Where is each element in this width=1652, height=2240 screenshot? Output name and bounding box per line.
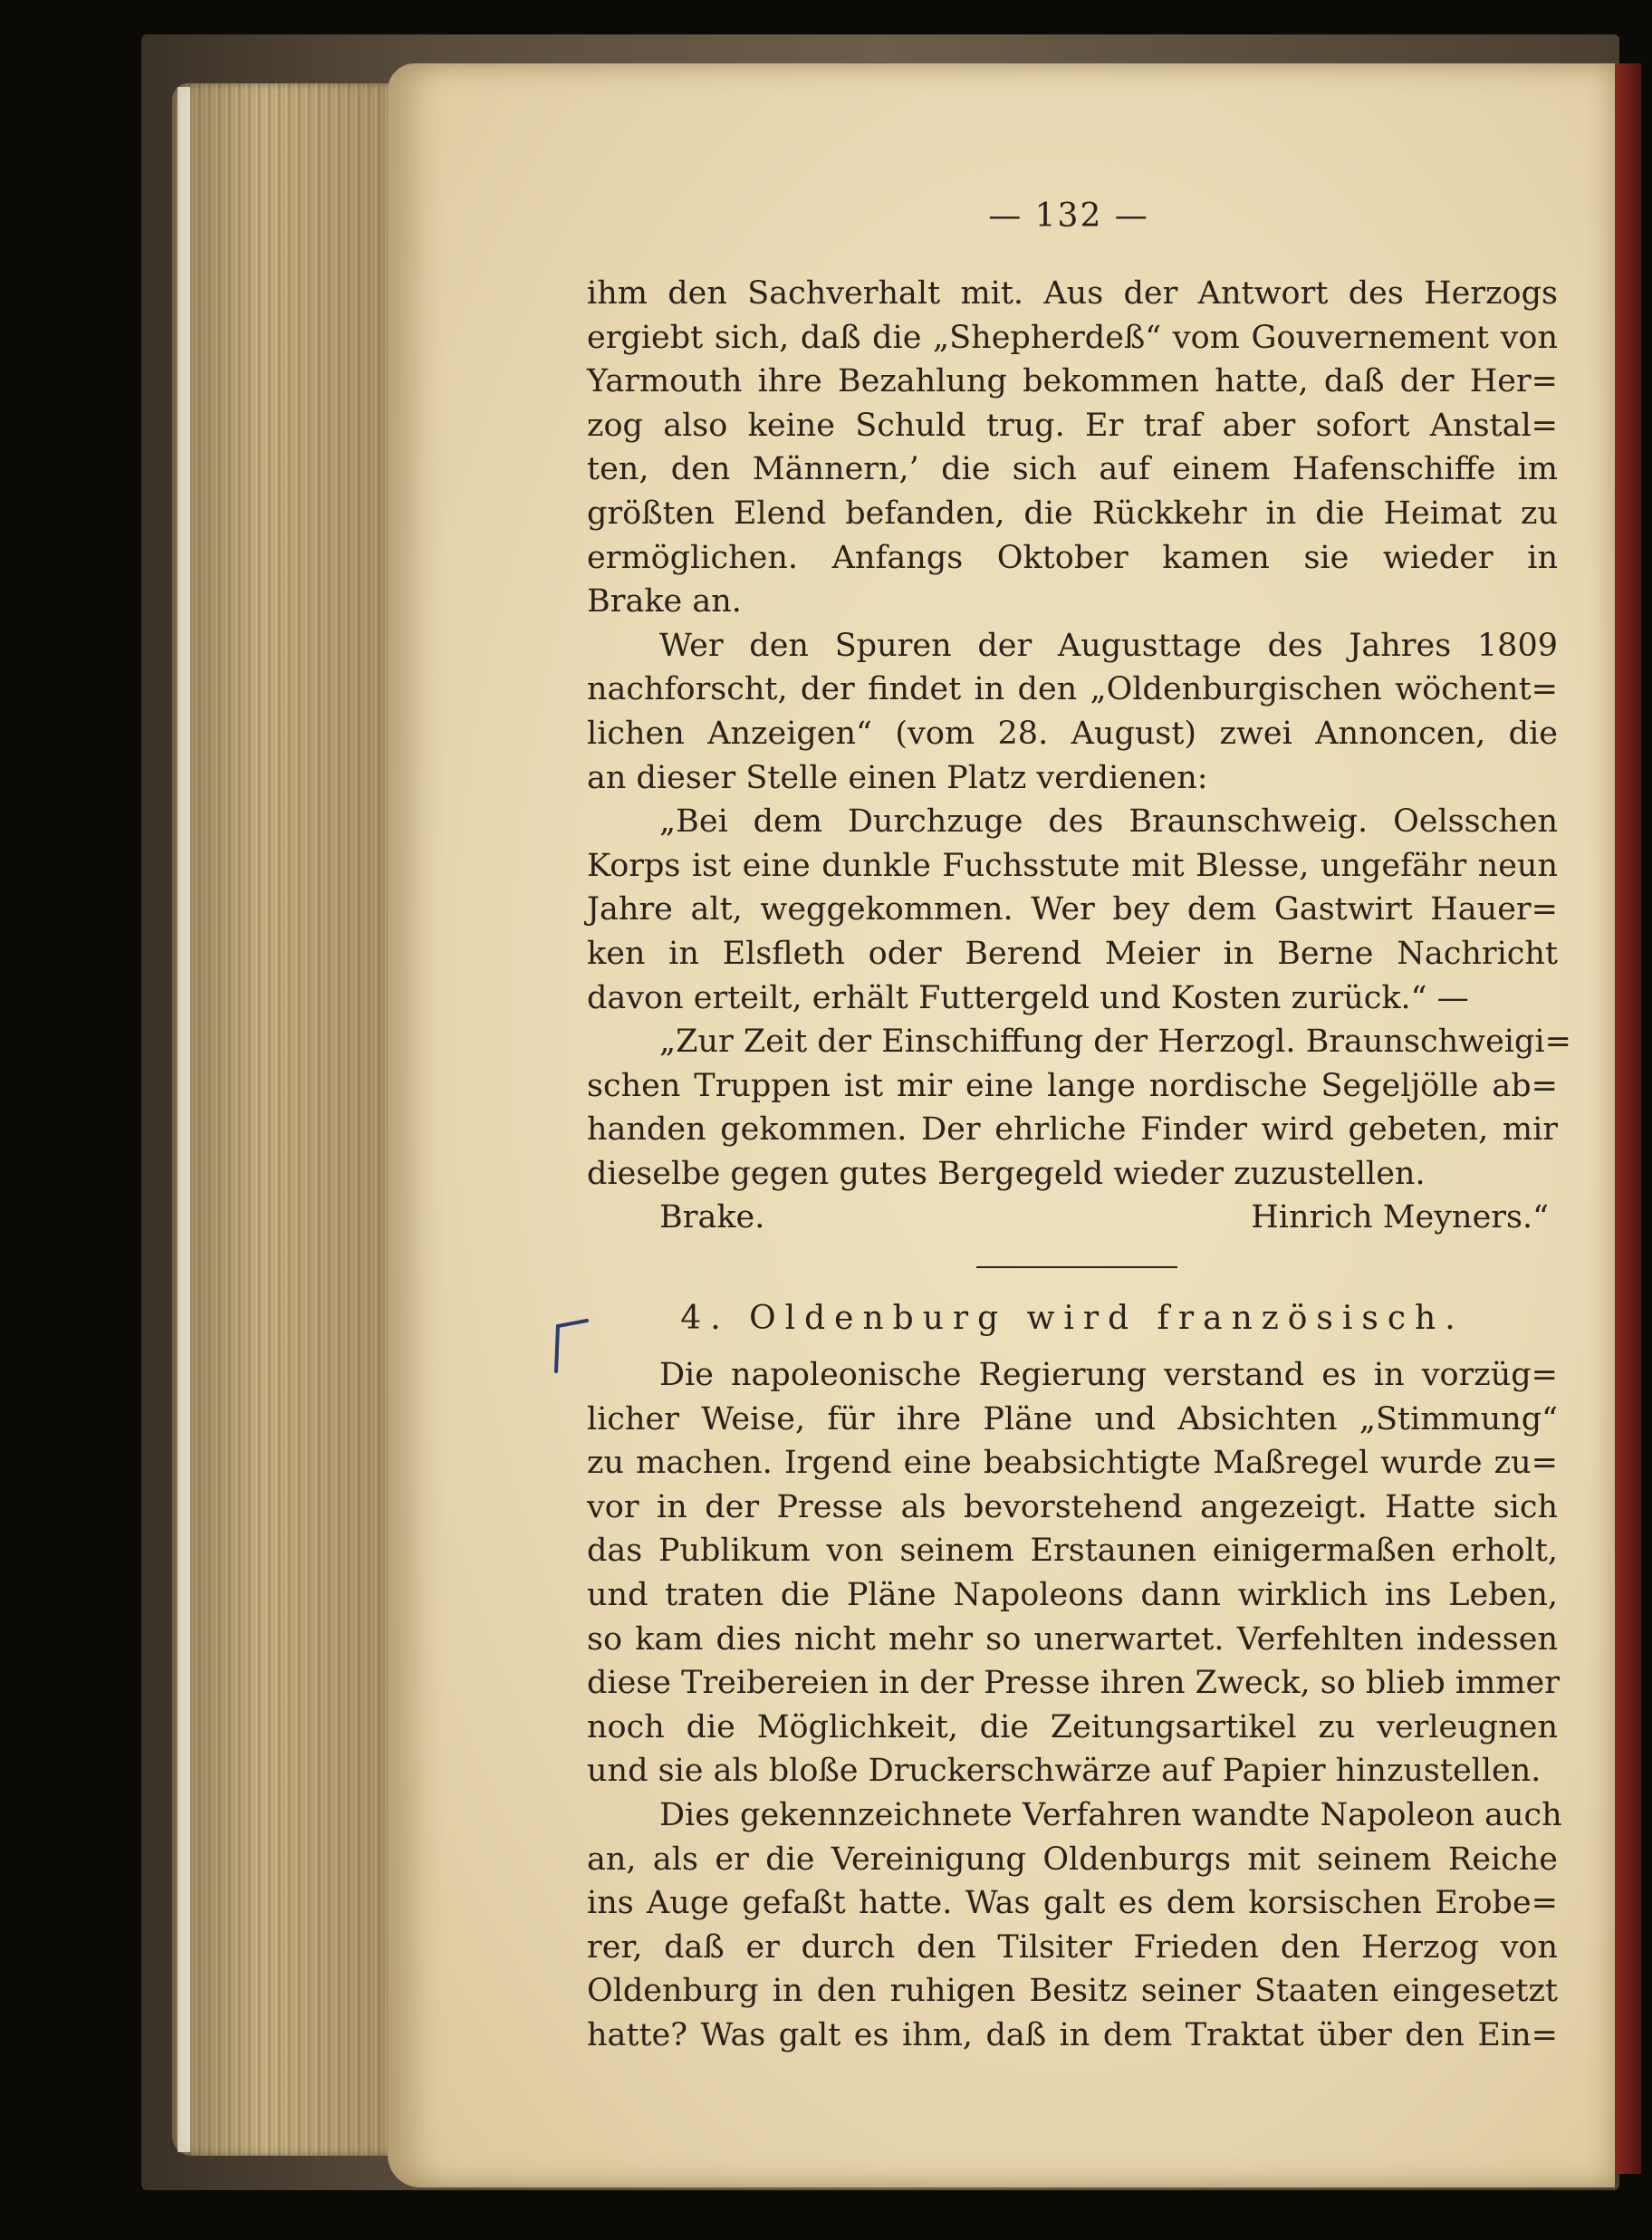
upper-text-block <box>587 272 1571 1240</box>
section-divider <box>976 1266 1177 1268</box>
page-number: — 132 — <box>988 197 1149 235</box>
pencil-margin-mark <box>547 1319 592 1373</box>
text-line: Jahre alt, weggekommen. Wer bey dem Gastwirt Hauer= <box>587 891 1558 928</box>
text-line: diese Treibereien in der Presse ihren Zweck, so blieb immer <box>587 1665 1560 1702</box>
text-line: ihm den Sachverhalt mit. Aus der Antwort des Herzogs <box>587 275 1558 312</box>
text-line: „Bei dem Durchzuge des Braunschweig. Oelsschen <box>659 803 1558 841</box>
text-line: rer, daß er durch den Tilsiter Frieden den Herzog von <box>587 1928 1558 1966</box>
text-line: vor in der Presse als bevorstehend angezeigt. Hatte sich <box>587 1488 1558 1525</box>
endpaper-strip <box>178 87 190 2152</box>
text-line: größten Elend befanden, die Rückkehr in die Heimat zu <box>587 495 1558 532</box>
text-line: das Publikum von seinem Erstaunen einigermaßen erholt, <box>587 1533 1558 1570</box>
text-line: licher Weise, für ihre Pläne und Absichten „Stimmung“ <box>587 1400 1558 1437</box>
signature-name: Hinrich Meyners.“ <box>1251 1199 1549 1236</box>
text-line: lichen Anzeigen“ (vom 28. August) zwei Annoncen, die <box>587 715 1558 752</box>
text-line: hatte? Was galt es ihm, daß in dem Traktat über den Ein= <box>587 2016 1558 2053</box>
text-line: noch die Möglichkeit, die Zeitungsartikel zu verleugnen <box>587 1708 1558 1745</box>
text-line: an, als er die Vereinigung Oldenburgs mit seinem Reiche <box>587 1841 1558 1878</box>
signature-line <box>587 1196 1558 1240</box>
text-line: schen Truppen ist mir eine lange nordische Segeljölle ab= <box>587 1067 1558 1104</box>
text-line: ermöglichen. Anfangs Oktober kamen sie wieder in <box>587 539 1558 576</box>
section-heading: 4. Oldenburg wird französisch. <box>680 1300 1465 1337</box>
text-line: Yarmouth ihre Bezahlung bekommen hatte, daß der Her= <box>587 363 1558 400</box>
text-line: davon erteilt, erhält Futtergeld und Kosten zurück.“ — <box>587 979 1469 1016</box>
text-line: Dies gekennzeichnete Verfahren wandte Napoleon auch <box>659 1796 1562 1833</box>
text-line: ins Auge gefaßt hatte. Was galt es dem korsischen Erobe= <box>587 1885 1558 1922</box>
text-line: handen gekommen. Der ehrliche Finder wird gebeten, mir <box>587 1111 1558 1149</box>
signature-place: Brake. <box>659 1199 765 1236</box>
text-line: „Zur Zeit der Einschiffung der Herzogl. Braunschweigi= <box>659 1024 1571 1061</box>
text-line: zog also keine Schuld trug. Er traf aber sofort Anstal= <box>587 407 1558 444</box>
text-line: ken in Elsfleth oder Berend Meier in Berne Nachricht <box>587 935 1558 972</box>
text-line: ergiebt sich, daß die „Shepherdeß“ vom Gouvernement von <box>587 319 1558 356</box>
text-line: so kam dies nicht mehr so unerwartet. Verfehlten indessen <box>587 1620 1558 1658</box>
lower-text-block <box>587 1353 1562 2058</box>
text-line: Oldenburg in den ruhigen Besitz seiner Staaten eingesetzt <box>587 1973 1558 2010</box>
text-line: an dieser Stelle einen Platz verdienen: <box>587 759 1208 796</box>
text-line: nachforscht, der findet in den „Oldenburgischen wöchent= <box>587 671 1558 708</box>
text-line: Die napoleonische Regierung verstand es in vorzüg= <box>659 1357 1558 1393</box>
text-line: zu machen. Irgend eine beabsichtigte Maßregel wurde zu= <box>587 1445 1558 1482</box>
text-line: Brake an. <box>587 583 742 620</box>
text-line: Korps ist eine dunkle Fuchsstute mit Blesse, ungefähr neun <box>587 847 1558 884</box>
text-line: und traten die Pläne Napoleons dann wirklich ins Leben, <box>587 1576 1558 1613</box>
text-line: und sie als bloße Druckerschwärze auf Papier hinzustellen. <box>587 1753 1542 1790</box>
page-edges-shadow <box>172 83 399 2156</box>
text-line: dieselbe gegen gutes Bergegeld wieder zuzustellen. <box>587 1155 1426 1192</box>
text-line: ten, den Männern,’ die sich auf einem Hafenschiffe im <box>587 451 1558 488</box>
text-line: Wer den Spuren der Augusttage des Jahres 1809 <box>659 627 1558 664</box>
